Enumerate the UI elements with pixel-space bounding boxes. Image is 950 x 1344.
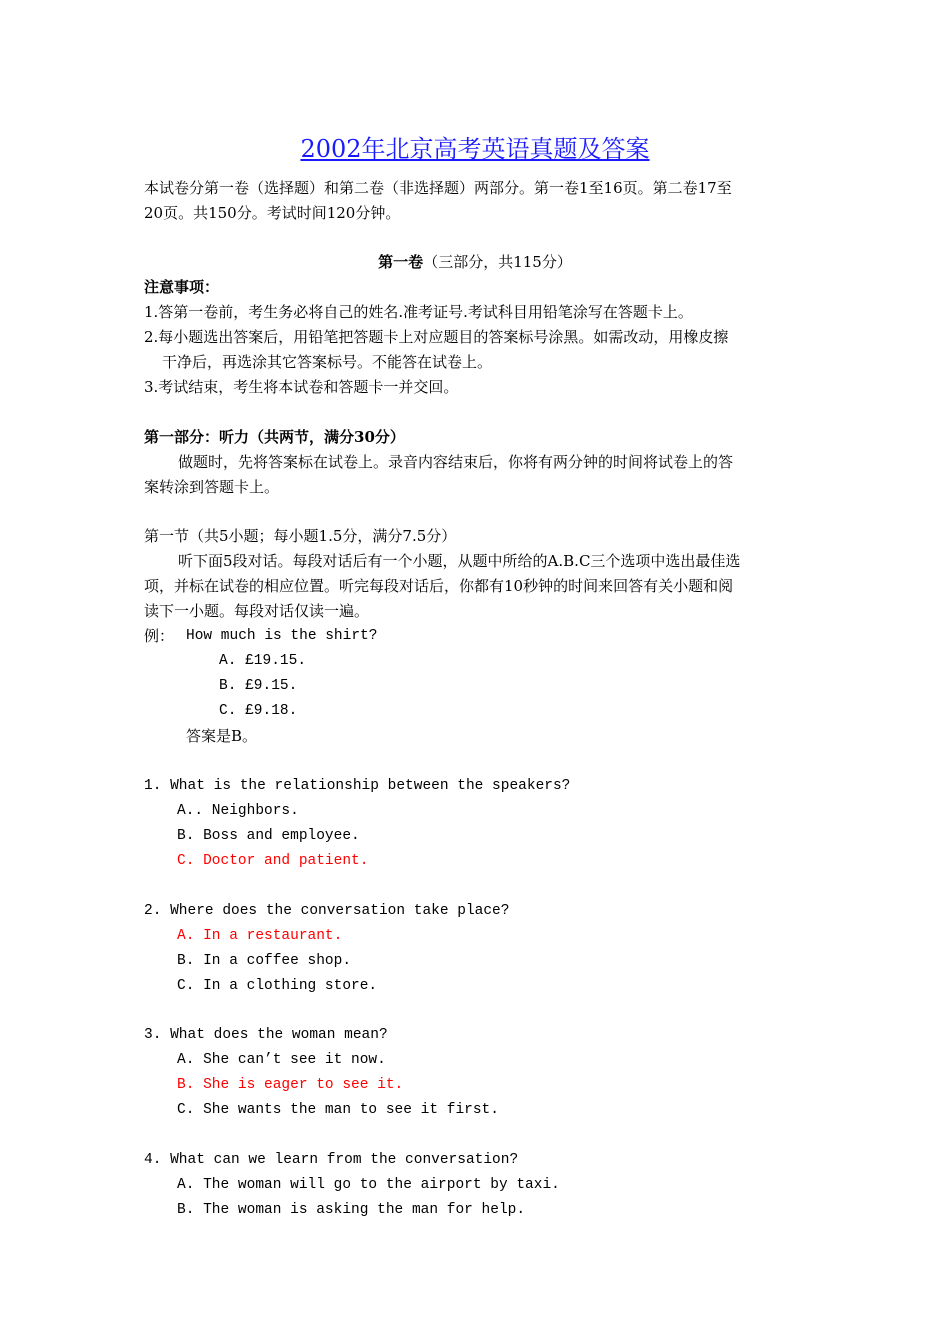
answer-option: B. The woman is asking the man for help. [177, 1202, 526, 1218]
part1-heading: 第一部分：听力（共两节，满分30分） [144, 428, 405, 446]
question-stem: 3. What does the woman mean? [144, 1027, 388, 1043]
section1-instr-2: 项，并标在试卷的相应位置。听完每段对话后，你都有10秒钟的时间来回答有关小题和阅 [144, 577, 734, 595]
intro-line-2: 20页。共150分。考试时间120分钟。 [144, 204, 401, 222]
question-stem: 1. What is the relationship between the speakers? [144, 778, 571, 794]
example-answer: 答案是B。 [186, 727, 258, 745]
question-stem: 2. Where does the conversation take place? [144, 903, 510, 919]
example-option: A. £19.15. [219, 653, 307, 669]
answer-option: B. Boss and employee. [177, 828, 360, 844]
notes-heading: 注意事项： [144, 278, 220, 296]
part1-desc-1: 做题时，先将答案标在试卷上。录音内容结束后，你将有两分钟的时间将试卷上的答 [178, 453, 734, 471]
section1-instr-3: 读下一小题。每段对话仅读一遍。 [144, 602, 370, 620]
volume-heading-rest: （三部分，共115分） [423, 253, 572, 271]
answer-option: B. In a coffee shop. [177, 953, 352, 969]
answer-option: A. She can’t see it now. [177, 1052, 386, 1068]
answer-option: C. In a clothing store. [177, 978, 378, 994]
answer-option-correct: C. Doctor and patient. [177, 853, 369, 869]
note-item: 3.考试结束，考生将本试卷和答题卡一并交回。 [144, 378, 459, 396]
note-item: 2.每小题选出答案后，用铅笔把答题卡上对应题目的答案标号涂黑。如需改动，用橡皮擦 [144, 328, 729, 346]
answer-option: C. She wants the man to see it first. [177, 1102, 499, 1118]
answer-option: A. The woman will go to the airport by taxi. [177, 1177, 560, 1193]
answer-option-correct: B. She is eager to see it. [177, 1077, 404, 1093]
intro-line-1: 本试卷分第一卷（选择题）和第二卷（非选择题）两部分。第一卷1至16页。第二卷17至 [144, 179, 732, 197]
volume-heading [0, 252, 950, 272]
question-stem: 4. What can we learn from the conversation? [144, 1152, 519, 1168]
note-item: 干净后，再选涂其它答案标号。不能答在试卷上。 [162, 353, 493, 371]
volume-heading-bold: 第一卷 [378, 253, 424, 271]
note-item: 1.答第一卷前，考生务必将自己的姓名.准考证号.考试科目用铅笔涂写在答题卡上。 [144, 303, 693, 321]
section1-instr-1: 听下面5段对话。每段对话后有一个小题，从题中所给的A.B.C三个选项中选出最佳选 [178, 552, 741, 570]
answer-option: A.. Neighbors. [177, 803, 299, 819]
example-option: B. £9.15. [219, 678, 298, 694]
part1-desc-2: 案转涂到答题卡上。 [144, 478, 280, 496]
page-title[interactable]: 2002年北京高考英语真题及答案 [300, 135, 650, 163]
section1-heading: 第一节（共5小题；每小题1.5分，满分7.5分） [144, 527, 457, 545]
example-question: How much is the shirt? [186, 628, 378, 644]
answer-option-correct: A. In a restaurant. [177, 928, 343, 944]
example-option: C. £9.18. [219, 703, 298, 719]
example-label: 例： [144, 627, 175, 645]
